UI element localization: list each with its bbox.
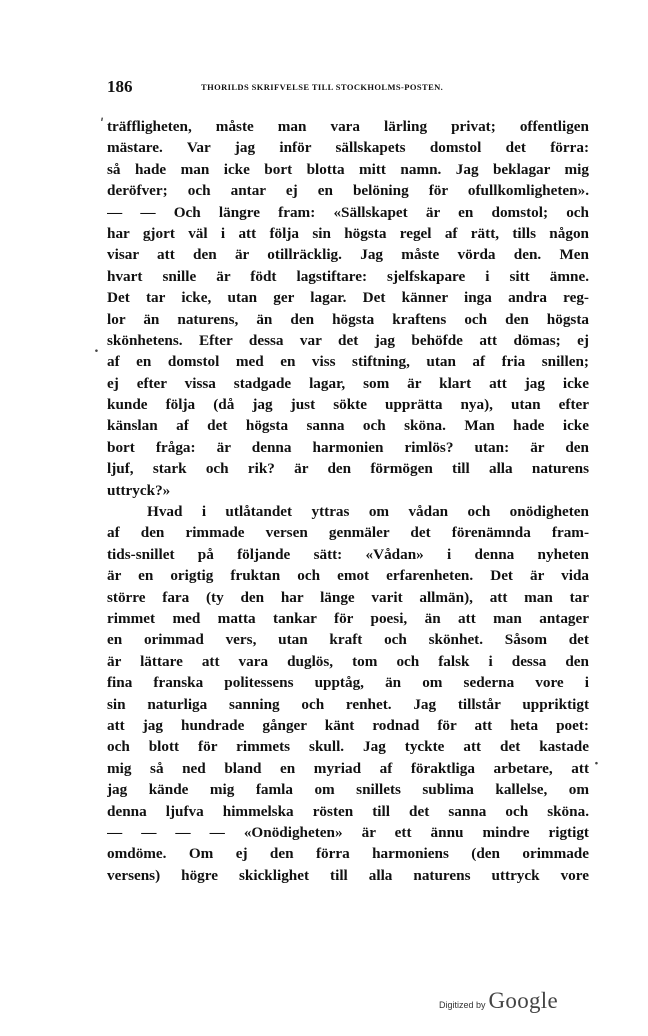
text-line: har gjort väl i att följa sin högsta regel af rätt, tills någon <box>107 224 589 242</box>
text-line: mästare. Var jag inför sällskapets domstol det förra: <box>107 139 589 157</box>
digitized-label: Digitized by <box>438 1000 486 1010</box>
text-line: är lättare att vara duglös, tom och falsk i dessa den <box>107 652 589 670</box>
text-line: af en domstol med en viss stiftning, utan af fria snillen; <box>107 353 589 371</box>
text-line: visar att den är otillräcklig. Jag måste vörda den. Men <box>107 246 589 264</box>
text-line: Det tar icke, utan ger lagar. Det känner inga andra reg- <box>107 289 589 307</box>
text-line: är en origtig fruktan och emot erfarenheten. Det är vida <box>107 567 589 585</box>
text-line: uttryck?» <box>107 481 171 499</box>
margin-mark: . <box>94 340 99 356</box>
google-logo: Google <box>488 988 558 1013</box>
text-line: rimmet med matta tankar för poesi, än att man antager <box>107 609 589 627</box>
text-line: tids-snillet på följande sätt: «Vådan» i denna nyheten <box>107 545 589 563</box>
body-text <box>107 116 589 886</box>
text-line: träffligheten, måste man vara lärling privat; offentligen <box>107 118 589 135</box>
text-line: lor än naturens, än den högsta kraftens och den högsta <box>107 310 589 328</box>
running-title: THORILDS SKRIFVELSE TILL STOCKHOLMS-POSTEN. <box>201 82 444 92</box>
text-line: hvart snille är födt lagstiftare: sjelfskapare i sitt ämne. <box>107 267 589 285</box>
text-line: större fara (ty den har länge varit allmän), att man tar <box>107 588 589 606</box>
text-line: fina franska politessens upptåg, än om sederna vore i <box>107 674 589 692</box>
text-line: och blott för rimmets skull. Jag tyckte att det kastade <box>107 738 589 756</box>
text-line: jag kände mig famla om snillets sublima kallelse, om <box>107 781 589 799</box>
text-line: — — — — «Onödigheten» är ett ännu mindre rigtigt <box>107 823 589 841</box>
text-line: känslan af det högsta sanna och sköna. Man hade icke <box>107 417 589 435</box>
text-line: — — Och längre fram: «Sällskapet är en domstol; och <box>107 203 589 221</box>
margin-mark: · <box>594 756 599 772</box>
margin-mark: ʹ <box>100 117 105 133</box>
text-line: Hvad i utlåtandet yttras om vådan och onödigheten <box>147 503 589 521</box>
digitized-watermark <box>439 988 558 1014</box>
page-number: 186 <box>107 77 133 96</box>
text-line: bort fråga: är denna harmonien rimlös? utan: är den <box>107 438 589 456</box>
text-line: deröfver; och antar ej en belöning för ofullkomligheten». <box>107 182 589 200</box>
page-header <box>107 77 589 99</box>
text-line: ljuf, stark och rik? är den förmögen till alla naturens <box>107 460 589 478</box>
text-line: mig så ned bland en myriad af föraktliga arbetare, att <box>107 759 589 777</box>
text-line: en orimmad vers, utan kraft och skönhet. Såsom det <box>107 631 589 649</box>
text-line: ej efter vissa stadgade lagar, som är klart att jag icke <box>107 374 589 392</box>
text-line: denna ljufva himmelska rösten till det sanna och sköna. <box>107 802 589 820</box>
text-line: kunde följa (då jag just sökte upprätta nya), utan efter <box>107 396 589 414</box>
text-line: skönhetens. Efter dessa var det jag behöfde att dömas; ej <box>107 331 589 349</box>
text-line: sin naturliga sanning och renhet. Jag tillstår uppriktigt <box>107 695 589 713</box>
text-line: omdöme. Om ej den förra harmoniens (den orimmade <box>107 845 589 863</box>
text-line: af den rimmade versen genmäler det förenämnda fram- <box>107 524 589 542</box>
text-line: så hade man icke bort blotta mitt namn. Jag beklagar mig <box>107 160 589 178</box>
text-line: versens) högre skicklighet till alla naturens uttryck vore <box>107 866 589 884</box>
text-line: att jag hundrade gånger känt rodnad för att heta poet: <box>107 716 589 734</box>
